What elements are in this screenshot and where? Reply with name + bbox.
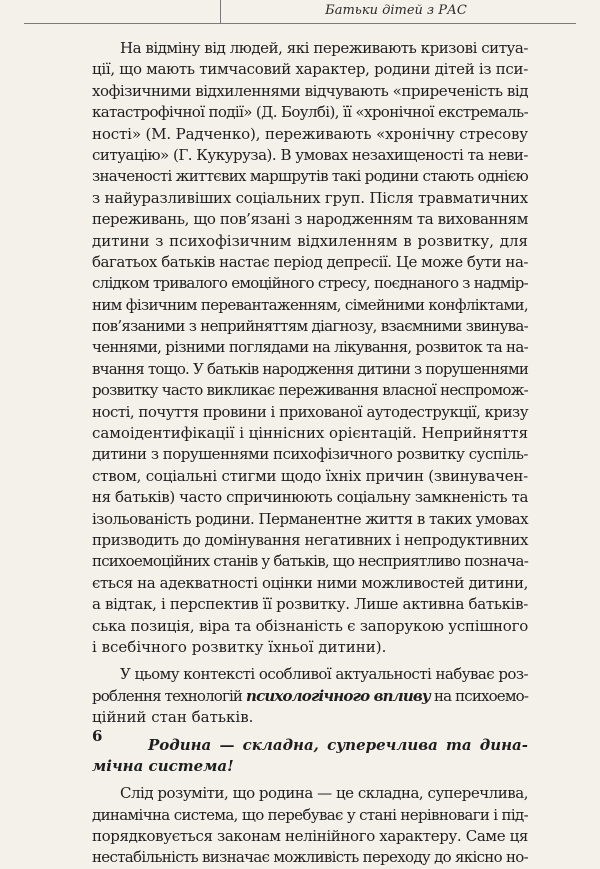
- text-fragment: на психоемо-: [433, 686, 529, 705]
- running-head: [0, 0, 600, 24]
- text-line: психоемоційних станів у батьків, що несприятливо познача-: [92, 552, 528, 571]
- text-line: дитини з психофізичним відхиленням в розвитку, для: [92, 231, 528, 250]
- text-line: ції, що мають тимчасовий характер, родини дітей із пси-: [92, 60, 529, 79]
- text-line: ська позиція, віра та обізнаність є запорукою успішного: [92, 616, 528, 635]
- text-line: нестабільність визначає можливість переходу до якісно но-: [92, 848, 528, 867]
- text-line: а відтак, і перспектив її розвитку. Лише активна батьків-: [92, 595, 528, 614]
- text-line: ситуацію» (Г. Кукуруза). В умовах незахищеності та неви-: [92, 145, 528, 164]
- text-line: ційний стан батьків.: [92, 708, 254, 727]
- running-head-rule: [24, 23, 576, 24]
- heading-line: Родина — складна, суперечлива та дина-: [148, 735, 528, 754]
- text-line: вчання тощо. У батьків народження дитини з порушеннями: [92, 359, 529, 378]
- text-line: самоідентифікації і ціннісних орієнтацій. Неприйняття: [92, 424, 529, 443]
- text-line: дитини з порушеннями психофізичного розвитку суспіль-: [92, 445, 528, 464]
- text-line-with-emphasis: [92, 686, 528, 707]
- emphasis-text: психологічного впливу: [246, 686, 431, 705]
- running-head-title: Батьки дітей з РАС: [325, 3, 467, 18]
- text-line: ством, соціальні стигми щодо їхніх причин (звинувачен-: [92, 466, 528, 485]
- text-line: ється на адекватності оцінки ними можливостей дитини,: [92, 573, 529, 592]
- text-line: У цьому контексті особливої актуальності набуває роз-: [120, 665, 528, 684]
- body-text: [92, 38, 528, 869]
- text-line: слідком тривалого емоційного стресу, поєднаного з надмір-: [92, 274, 529, 293]
- text-line: хофізичними відхиленнями відчувають «приреченість від: [92, 81, 529, 100]
- text-line: порядковується законам нелінійного характеру. Саме ця: [92, 827, 528, 846]
- text-line: багатьох батьків настає період депресії. Це може бути на-: [92, 252, 528, 271]
- text-line: динамічна система, що перебуває у стані нерівноваги і під-: [92, 805, 529, 824]
- page-number: 6: [92, 727, 103, 745]
- text-line: Слід розуміти, що родина — це складна, суперечлива,: [120, 784, 528, 803]
- heading-line: мічна система!: [92, 756, 234, 775]
- text-line: значеності життєвих маршрутів такі родини стають однією: [92, 167, 528, 186]
- text-line: ним фізичним перевантаженням, сімейними конфліктами,: [92, 295, 528, 314]
- text-line: катастрофічної події» (Д. Боулбі), її «хронічної екстремаль-: [92, 103, 529, 122]
- text-line: ізольованість родини. Перманентне життя в таких умовах: [92, 509, 529, 528]
- text-line: призводить до домінування негативних і непродуктивних: [92, 530, 528, 549]
- text-line: ня батьків) часто спричинюють соціальну замкненість та: [92, 488, 529, 507]
- paragraph-2: [92, 664, 528, 728]
- text-line: ності, почуття провини і прихованої аутодеструкції, кризу: [92, 402, 529, 421]
- paragraph-3: [92, 783, 528, 869]
- text-fragment: роблення технологій: [92, 686, 243, 705]
- text-line: і всебічного розвитку їхньої дитини).: [92, 637, 387, 656]
- text-line: ності» (М. Радченко), переживають «хронічну стресову: [92, 124, 528, 143]
- text-line: ченнями, різними поглядами на лікування, розвиток та на-: [92, 338, 529, 357]
- text-line: з найуразливіших соціальних груп. Після травматичних: [92, 188, 528, 207]
- paragraph-1: [92, 38, 528, 658]
- text-line: пов’язаними з неприйняттям діагнозу, взаємними звинува-: [92, 317, 529, 336]
- text-line: На відміну від людей, які переживають кризові ситуа-: [120, 39, 529, 57]
- text-line: переживань, що пов’язані з народженням та вихованням: [92, 210, 528, 229]
- text-line: розвитку часто викликає переживання власної неспромож-: [92, 381, 528, 400]
